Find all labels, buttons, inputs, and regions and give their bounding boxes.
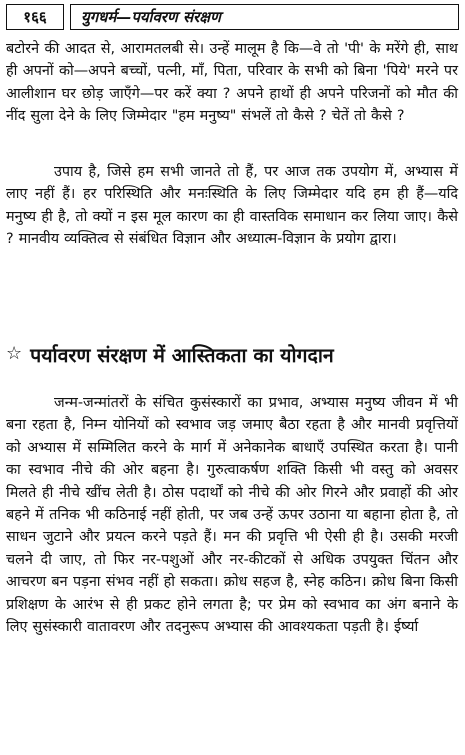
paragraph-2: उपाय है, जिसे हम सभी जानते तो हैं, पर आज तक उपयोग में, अभ्यास में लाए नहीं हैं। हर परिस्थिति और मनःस्थिति के लिए जिम्मेदार यदि हम ही हैं—यदि मनुष्य ही है, तो क्यों न इस मूल कारण का ही वास्तविक समाधान कर लिया जाए। कैसे ? मानवीय व्यक्तित्व से संबंधित विज्ञान और अध्यात्म-विज्ञान के प्रयोग द्वारा। — [6, 164, 458, 248]
section-heading — [6, 339, 458, 369]
section-heading-text: पर्यावरण संरक्षण में आस्तिकता का योगदान — [30, 343, 334, 367]
page-number: १६६ — [6, 4, 64, 30]
running-title: युगधर्म—पर्यावरण संरक्षण — [70, 4, 459, 30]
paragraph-1: बटोरने की आदत से, आरामतलबी से। उन्हें मालूम है कि—वे तो 'पी' के मरेंगे ही, साथ ही अपनों को—अपने बच्चों, पत्नी, माँ, पिता, परिवार के सभी को बिना 'पिये' मरने पर आलीशान घर छोड़ जाएँगे—पर करें क्या ? अपने हाथों ही अपने परिजनों को मौत की नींद सुला देने के लिए जिम्मेदार "हम मनुष्य" संभलें तो कैसे ? चेतें तो कैसे ? — [6, 41, 458, 125]
star-outline-icon: ☆ — [6, 343, 23, 364]
paragraph-3: जन्म-जन्मांतरों के संचित कुसंस्कारों का प्रभाव, अभ्यास मनुष्य जीवन में भी बना रहता है, निम्न योनियों को स्वभाव जड़ जमाए बैठा रहता है और मानवी प्रवृत्तियों को अभ्यास में सम्मिलित करने के मार्ग में अनेकानेक बाधाएँ उपस्थित करता है। पानी का स्वभाव नीचे की ओर बहना है। गुरुत्वाकर्षण शक्ति किसी भी वस्तु को अवसर मिलते ही नीचे खींच लेती है। ठोस पदार्थों को नीचे की ओर गिरने और प्रवाहों की ओर बहने में तनिक भी कठिनाई नहीं होती, पर जब उन्हें ऊपर उठाना या बहाना होता है, तो साधन जुटाने और प्रयत्न करने पड़ते हैं। मन की प्रवृत्ति भी ऐसी ही है। उसकी मरजी चलने दी जाए, तो फिर नर-पशुओं और नर-कीटकों से अधिक उपयुक्त चिंतन और आचरण बन पड़ना संभव नहीं हो सकता। क्रोध सहज है, स्नेह कठिन। क्रोध बिना किसी प्रशिक्षण के आरंभ से ही प्रकट होने लगता है; पर प्रेम को स्वभाव का अंग बनाने के लिए सुसंस्कारी वातावरण और तदनुरूप अभ्यास की आवश्यकता पड़ती है। ईर्ष्या — [6, 395, 458, 636]
page-header — [6, 4, 459, 32]
